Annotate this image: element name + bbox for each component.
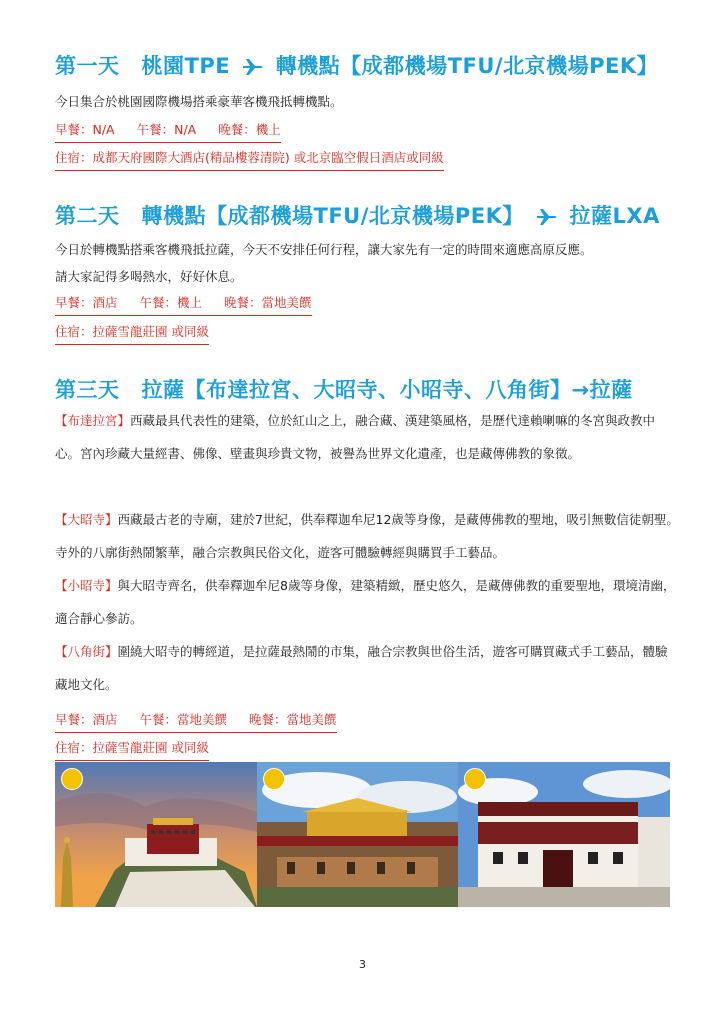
day1-route-from: 桃園TPE	[141, 54, 231, 78]
sight-tag: 【布達拉宮】	[55, 413, 131, 428]
day2-hotel: 住宿：拉薩雪龍莊園 或同級	[55, 322, 209, 345]
sight-barkhor	[55, 635, 680, 701]
day2-title	[55, 200, 660, 230]
day2-route-from: 轉機點【成都機場TFU/北京機場PEK】	[141, 204, 524, 228]
day3-hotel: 住宿：拉薩雪龍莊園 或同級	[55, 738, 209, 761]
sight-potala	[55, 404, 680, 470]
sight-name: 八角街	[67, 644, 106, 659]
day2-meals	[55, 293, 312, 316]
logo-icon	[464, 768, 486, 790]
jokhang-temple-photo	[257, 762, 458, 907]
day1-lunch: 午餐：N/A	[136, 122, 197, 137]
sight-text: 西藏最古老的寺廟，建於7世紀，供奉釋迦牟尼12歲等身像，是藏傳佛教的聖地，吸引無數信徒朝聖。寺外的八廓街熱鬧繁華，融合宗教與民俗文化，遊客可體驗轉經與購買手工藝品。	[55, 512, 679, 560]
day1-label: 第一天	[55, 54, 120, 78]
day1-breakfast: 早餐：N/A	[55, 122, 115, 137]
day3-dinner: 晚餐：當地美饌	[249, 712, 337, 727]
sight-text: 與大昭寺齊名，供奉釋迦牟尼8歲等身像，建築精緻，歷史悠久，是藏傳佛教的重要聖地，環境清幽，適合靜心參訪。	[55, 578, 676, 626]
logo-icon	[263, 768, 285, 790]
page-number: 3	[359, 958, 366, 971]
day3-lunch: 午餐：當地美饌	[139, 712, 228, 727]
day2-lunch: 午餐：機上	[139, 295, 203, 310]
sight-text: 圍繞大昭寺的轉經道，是拉薩最熱鬧的市集，融合宗教與世俗生活，遊客可購買藏式手工藝品，體驗藏地文化。	[55, 644, 668, 692]
day1-route-to: 轉機點【成都機場TFU/北京機場PEK】	[275, 54, 659, 78]
day1-dinner: 晚餐：機上	[218, 122, 281, 137]
day2-description	[55, 236, 675, 290]
day2-desc-line: 請大家記得多喝熱水，好好休息。	[55, 269, 243, 284]
day2-route-to: 拉薩LXA	[569, 204, 660, 228]
sight-name: 布達拉宮	[67, 413, 118, 428]
sight-name: 大昭寺	[67, 512, 106, 527]
sight-tag: 【大昭寺】	[55, 512, 118, 527]
airplane-icon	[242, 58, 264, 76]
sight-jokhang	[55, 503, 680, 569]
logo-icon	[61, 768, 83, 790]
sight-text: 西藏最具代表性的建築，位於紅山之上，融合藏、漢建築風格，是歷代達賴喇嘛的冬宮與政教中心。宮內珍藏大量經書、佛像、壁畫與珍貴文物，被譽為世界文化遺產，也是藏傳佛教的象徵。	[55, 413, 656, 461]
sight-tag: 【八角街】	[55, 644, 118, 659]
day2-label: 第二天	[55, 204, 120, 228]
day3-breakfast: 早餐：酒店	[55, 712, 118, 727]
day3-title	[55, 374, 633, 404]
photo-strip	[55, 762, 670, 907]
day1-meals	[55, 120, 281, 143]
day1-title	[55, 50, 658, 80]
day3-route: 拉薩【布達拉宮、大昭寺、小昭寺、八角街】→拉薩	[141, 378, 633, 402]
day3-label: 第三天	[55, 378, 120, 402]
airplane-icon	[536, 208, 558, 226]
ramoche-temple-photo	[458, 762, 670, 907]
potala-palace-photo	[55, 762, 257, 907]
day3-meals	[55, 710, 337, 733]
sight-tag: 【小昭寺】	[55, 578, 118, 593]
day1-description: 今日集合於桃園國際機場搭乘豪華客機飛抵轉機點。	[55, 94, 343, 109]
day2-desc-line: 今日於轉機點搭乘客機飛抵拉薩，今天不安排任何行程，讓大家先有一定的時間來適應高原反應。	[55, 242, 593, 257]
day2-dinner: 晚餐：當地美饌	[224, 295, 312, 310]
sight-name: 小昭寺	[67, 578, 106, 593]
sight-ramoche	[55, 569, 680, 635]
day2-breakfast: 早餐：酒店	[55, 295, 118, 310]
day1-hotel: 住宿：成都天府國際大酒店(精品樓蓉清院) 或北京臨空假日酒店或同級	[55, 148, 444, 171]
